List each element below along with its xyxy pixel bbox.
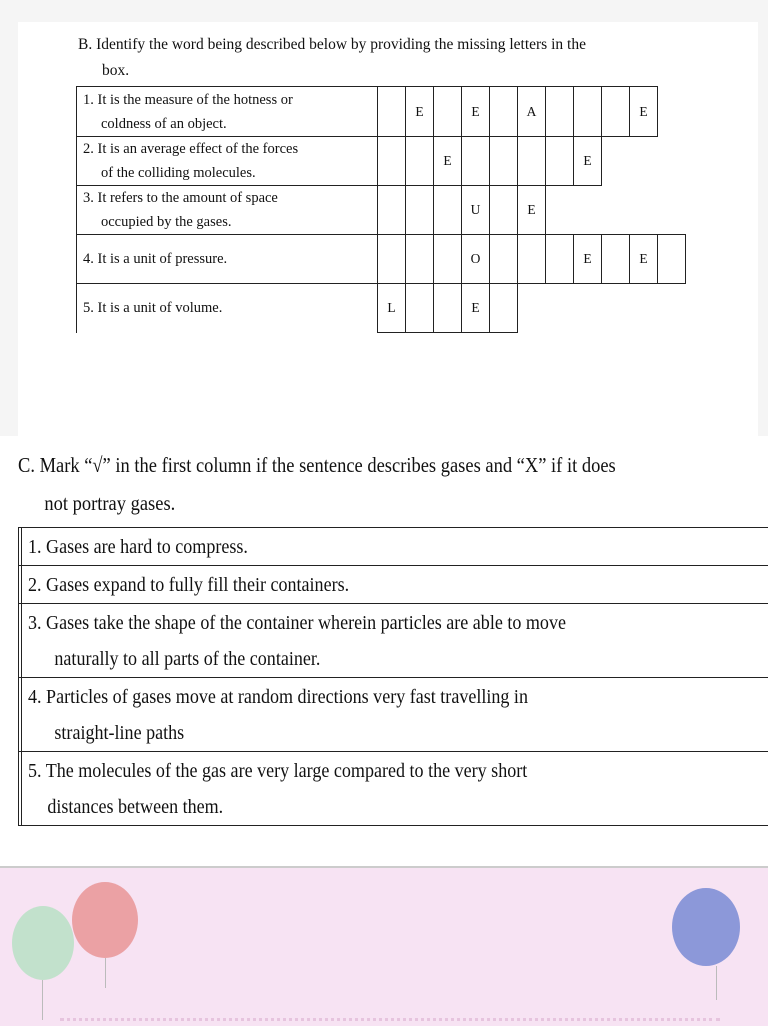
statement-4-line1: 4. Particles of gases move at random directions very fast travelling in xyxy=(28,686,528,708)
balloon-string xyxy=(716,966,717,1000)
letter-box[interactable]: E xyxy=(518,186,546,235)
empty-space xyxy=(630,186,658,235)
letter-box[interactable] xyxy=(434,186,462,235)
letter-box[interactable]: E xyxy=(434,137,462,186)
empty-space xyxy=(602,137,630,186)
letter-box[interactable] xyxy=(490,87,518,137)
letter-box[interactable] xyxy=(378,87,406,137)
empty-space xyxy=(518,284,546,333)
question-3-line2: occupied by the gases. xyxy=(83,210,373,234)
letter-box[interactable] xyxy=(378,137,406,186)
statement-2-line1: 2. Gases expand to fully fill their containers. xyxy=(28,574,349,596)
letter-box[interactable]: E xyxy=(630,235,658,284)
puzzle-question-3 xyxy=(77,186,378,235)
letter-box[interactable] xyxy=(378,235,406,284)
question-3-line1: 3. It refers to the amount of space xyxy=(83,190,278,206)
letter-box[interactable]: E xyxy=(574,137,602,186)
letter-box[interactable] xyxy=(406,235,434,284)
letter-box[interactable] xyxy=(434,284,462,333)
letter-box[interactable] xyxy=(602,235,630,284)
true-false-table xyxy=(18,527,768,826)
empty-space xyxy=(602,186,630,235)
question-2-line2: of the colliding molecules. xyxy=(83,161,373,185)
statement-cell xyxy=(22,604,768,678)
puzzle-row-4 xyxy=(77,235,686,284)
letter-box[interactable]: E xyxy=(630,87,658,137)
statement-row-5 xyxy=(19,752,768,826)
letter-box[interactable]: E xyxy=(574,235,602,284)
statement-3-line1: 3. Gases take the shape of the container wherein particles are able to move xyxy=(28,612,566,634)
letter-box[interactable] xyxy=(434,87,462,137)
letter-box[interactable] xyxy=(490,137,518,186)
empty-space xyxy=(658,87,686,137)
statement-5-line1: 5. The molecules of the gas are very large compared to the very short xyxy=(28,760,527,782)
letter-box[interactable]: E xyxy=(406,87,434,137)
section-c-title-line2: not portray gases. xyxy=(18,484,758,522)
section-b-title-line1: B. Identify the word being described below by providing the missing letters in the xyxy=(78,32,678,58)
puzzle-question-4 xyxy=(77,235,378,284)
puzzle-row-1 xyxy=(77,87,686,137)
letter-box[interactable] xyxy=(490,186,518,235)
letter-box[interactable] xyxy=(434,235,462,284)
puzzle-row-2 xyxy=(77,137,686,186)
statement-row-1 xyxy=(19,528,768,566)
letter-box[interactable] xyxy=(490,235,518,284)
empty-space xyxy=(546,186,574,235)
section-c-instructions xyxy=(18,446,758,522)
question-5-line1: 5. It is a unit of volume. xyxy=(83,300,222,316)
statement-5-line2: distances between them. xyxy=(28,789,697,825)
letter-box[interactable] xyxy=(574,87,602,137)
statement-row-3 xyxy=(19,604,768,678)
empty-space xyxy=(546,284,574,333)
statement-cell xyxy=(22,678,768,752)
question-1-line1: 1. It is the measure of the hotness or xyxy=(83,92,293,108)
letter-box[interactable]: A xyxy=(518,87,546,137)
puzzle-question-5 xyxy=(77,284,378,333)
letter-box[interactable] xyxy=(518,235,546,284)
statement-cell xyxy=(22,566,768,604)
puzzle-row-3 xyxy=(77,186,686,235)
letter-box[interactable] xyxy=(602,87,630,137)
letter-box[interactable] xyxy=(546,137,574,186)
letter-box[interactable]: L xyxy=(378,284,406,333)
red-balloon-icon xyxy=(72,882,138,958)
decorative-footer xyxy=(0,866,768,1026)
question-1-line2: coldness of an object. xyxy=(83,112,373,136)
balloon-string xyxy=(42,980,43,1020)
letter-box[interactable] xyxy=(658,235,686,284)
puzzle-row-5 xyxy=(77,284,686,333)
statement-row-4 xyxy=(19,678,768,752)
balloon-string xyxy=(105,958,106,988)
section-c xyxy=(0,436,768,866)
letter-box[interactable] xyxy=(462,137,490,186)
statement-1-line1: 1. Gases are hard to compress. xyxy=(28,536,248,558)
letter-box[interactable]: U xyxy=(462,186,490,235)
statement-row-2 xyxy=(19,566,768,604)
letter-box[interactable] xyxy=(546,87,574,137)
word-puzzle-table xyxy=(76,86,686,333)
empty-space xyxy=(574,186,602,235)
statement-cell xyxy=(22,752,768,826)
empty-space xyxy=(574,284,602,333)
statement-cell xyxy=(22,528,768,566)
empty-space xyxy=(658,186,686,235)
green-balloon-icon xyxy=(12,906,74,980)
letter-box[interactable] xyxy=(490,284,518,333)
letter-box[interactable] xyxy=(518,137,546,186)
statement-3-line2: naturally to all parts of the container. xyxy=(28,641,697,677)
empty-space xyxy=(658,137,686,186)
letter-box[interactable] xyxy=(406,137,434,186)
statement-4-line2: straight-line paths xyxy=(28,715,697,751)
section-c-title-line1: C. Mark “√” in the first column if the sentence describes gases and “X” if it does xyxy=(18,446,758,484)
puzzle-question-2 xyxy=(77,137,378,186)
letter-box[interactable] xyxy=(546,235,574,284)
question-2-line1: 2. It is an average effect of the forces xyxy=(83,141,298,157)
section-b-title-line2: box. xyxy=(78,58,678,84)
question-4-line1: 4. It is a unit of pressure. xyxy=(83,251,227,267)
empty-space xyxy=(630,137,658,186)
letter-box[interactable]: O xyxy=(462,235,490,284)
empty-space xyxy=(602,284,630,333)
letter-box[interactable] xyxy=(378,186,406,235)
empty-space xyxy=(630,284,658,333)
letter-box[interactable]: E xyxy=(462,87,490,137)
letter-box[interactable] xyxy=(406,186,434,235)
section-b-instructions xyxy=(78,32,678,84)
puzzle-question-1 xyxy=(77,87,378,137)
blue-balloon-icon xyxy=(672,888,740,966)
empty-space xyxy=(658,284,686,333)
letter-box[interactable]: E xyxy=(462,284,490,333)
letter-box[interactable] xyxy=(406,284,434,333)
